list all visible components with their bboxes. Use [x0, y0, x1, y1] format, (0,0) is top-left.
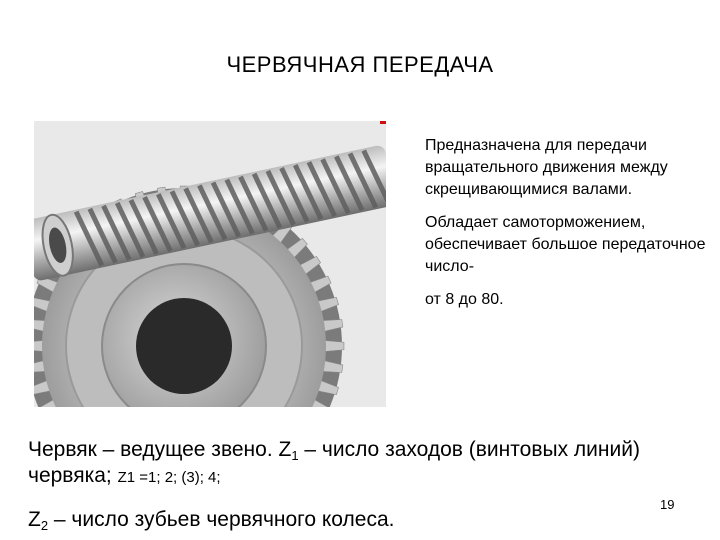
page-number: 19: [660, 497, 675, 512]
worm-gear-image: [34, 121, 386, 407]
ratio-range-text: от 8 до 80.: [425, 291, 504, 308]
wheel-description: [28, 507, 394, 533]
z1-values: Z1 =1; 2; (3); 4;: [117, 469, 221, 486]
worm-gear-drawing: [34, 121, 386, 407]
accent-mark: [380, 121, 386, 124]
slide-title: ЧЕРВЯЧНАЯ ПЕРЕДАЧА: [226, 52, 494, 77]
worm-text-b: – число заходов (винтовых линий) червяка;: [28, 438, 640, 487]
side-description: [425, 135, 710, 322]
z1-subscript: 1: [291, 448, 299, 463]
wheel-text-b: – число зубьев червячного колеса.: [48, 508, 395, 531]
worm-description: [28, 437, 698, 491]
wheel-tooth: [324, 341, 344, 352]
z2-subscript: 2: [40, 518, 49, 533]
purpose-text: Предназначена для передачи вращательного движения между скрещивающимися валами.: [425, 137, 668, 198]
property-text: Обладает самоторможением, обеспечивает большое передаточное число-: [425, 214, 706, 275]
wheel-text-a: Z: [28, 508, 41, 531]
worm-text-a: Червяк – ведущее звено. Z: [28, 438, 292, 461]
